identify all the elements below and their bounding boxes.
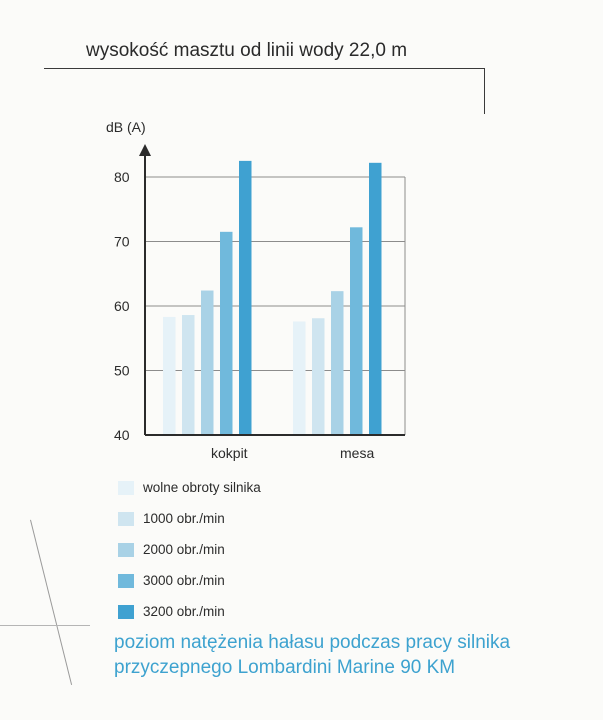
chart-caption bbox=[114, 630, 510, 680]
legend-swatch bbox=[118, 481, 134, 495]
category-label: kokpit bbox=[211, 445, 248, 461]
legend-label: 3200 obr./min bbox=[143, 604, 225, 619]
bar-mesa-2 bbox=[312, 318, 325, 435]
y-tick-label: 80 bbox=[114, 169, 130, 185]
bar-mesa-1 bbox=[293, 321, 306, 435]
category-labels bbox=[211, 445, 374, 461]
legend-swatch bbox=[118, 605, 134, 619]
legend-label: 3000 obr./min bbox=[143, 573, 225, 588]
y-tick-label: 70 bbox=[114, 233, 130, 250]
header-title: wysokość masztu od linii wody 22,0 m bbox=[86, 40, 408, 61]
legend-swatch bbox=[118, 543, 134, 557]
y-axis-label: dB (A) bbox=[106, 119, 146, 135]
caption-line-1: poziom natężenia hałasu podczas pracy silnika bbox=[114, 632, 511, 653]
legend-swatch bbox=[118, 512, 134, 526]
bar-kokpit-4 bbox=[220, 232, 233, 435]
y-tick-label: 60 bbox=[114, 298, 130, 314]
bar-mesa-3 bbox=[331, 291, 344, 435]
category-label: mesa bbox=[340, 445, 375, 461]
bar-mesa-5 bbox=[369, 163, 382, 435]
bar-kokpit-3 bbox=[201, 291, 214, 435]
y-tick-labels bbox=[114, 169, 130, 443]
decorative-line bbox=[0, 625, 90, 626]
bar-kokpit-1 bbox=[163, 317, 176, 435]
axes bbox=[139, 144, 405, 435]
y-axis-arrow-icon bbox=[139, 144, 151, 156]
bars bbox=[163, 161, 382, 435]
legend-label: wolne obroty silnika bbox=[143, 480, 261, 495]
bar-kokpit-5 bbox=[239, 161, 252, 435]
caption-line-2: przyczepnego Lombardini Marine 90 KM bbox=[114, 657, 456, 678]
legend-label: 1000 obr./min bbox=[143, 511, 225, 526]
y-tick-label: 50 bbox=[114, 362, 130, 379]
bar-kokpit-2 bbox=[182, 315, 195, 435]
decorative-line bbox=[30, 520, 72, 685]
legend-label: 2000 obr./min bbox=[143, 542, 225, 557]
y-tick-label: 40 bbox=[114, 427, 130, 443]
bar-mesa-4 bbox=[350, 227, 363, 435]
legend-swatch bbox=[118, 574, 134, 588]
